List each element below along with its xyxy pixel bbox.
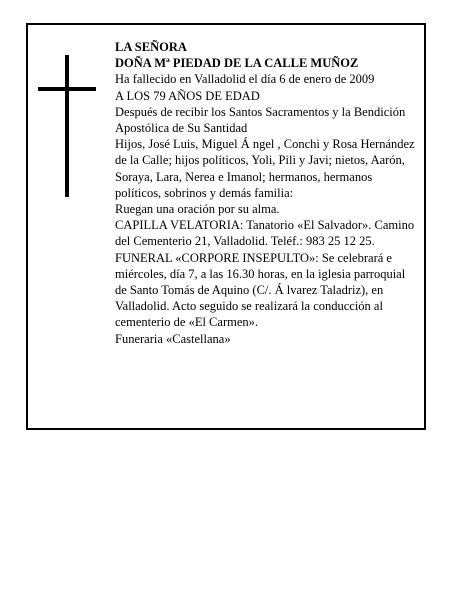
cross-vertical-bar <box>65 55 69 197</box>
sacraments-paragraph: Después de recibir los Santos Sacramentos y la Bendición Apostólica de Su Santidad <box>115 104 406 136</box>
notice-title-line: LA SEÑORA <box>115 40 187 54</box>
prayer-request: Ruegan una oración por su alma. <box>115 202 280 217</box>
funeral-paragraph: FUNERAL «CORPORE INSEPULTO»: Se celebrará e miércoles, día 7, a las 16.30 horas, en la iglesia parroquial de Santo Tomás de Aquino (C/. Á lvarez Taladriz), en Valladolid. Acto seguido se realizará la conducción al cementerio de «El Carmen». <box>115 250 406 330</box>
deceased-name: DOÑA Mª PIEDAD DE LA CALLE MUÑOZ <box>115 56 359 71</box>
funeral-home: Funeraria «Castellana» <box>115 331 231 346</box>
age-at-death: A LOS 79 AÑOS DE EDAD <box>115 88 260 103</box>
family-paragraph: Hijos, José Luis, Miguel Á ngel , Conchi y Rosa Hernández de la Calle; hijos políticos, Yoli, Pili y Javi; nietos, Aarón, Soraya, Lara, Nerea e Imanol; hermanos, hermanos políticos, sobrinos y demás familia: <box>115 137 415 200</box>
death-announcement: Ha fallecido en Valladolid el día 6 de enero de 2009 <box>115 72 375 87</box>
cross-horizontal-bar <box>38 87 96 91</box>
obituary-text-block <box>115 39 420 347</box>
cross-icon <box>38 55 96 197</box>
wake-chapel-paragraph: CAPILLA VELATORIA: Tanatorio «El Salvador». Camino del Cementerio 21, Valladolid. Teléf.: 983 25 12 25. <box>115 218 415 249</box>
